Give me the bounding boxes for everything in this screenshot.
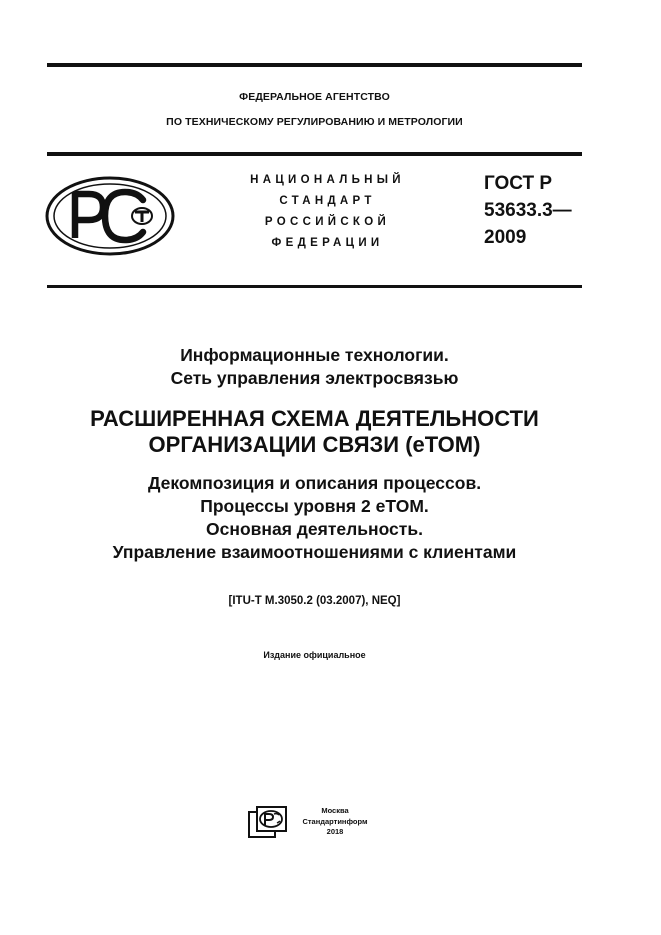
standard-type-line4: ФЕДЕРАЦИИ: [271, 237, 384, 249]
header-rule: [47, 152, 582, 156]
standard-type-line3: РОССИЙСКОЙ: [264, 216, 391, 228]
document-part-title: [47, 472, 582, 564]
publisher-city: Москва: [321, 806, 349, 815]
document-main-title: [47, 406, 582, 458]
main-title-line2: ОРГАНИЗАЦИИ СВЯЗИ (еТОМ): [148, 432, 481, 457]
agency-name-line1: ФЕДЕРАЛЬНОЕ АГЕНТСТВО: [239, 91, 390, 103]
subtitle-line1: Информационные технологии.: [180, 345, 449, 365]
subtitle-line2: Сеть управления электросвязью: [170, 368, 459, 388]
designation-line1: ГОСТ Р: [484, 173, 553, 194]
title-block-rule: [47, 285, 582, 288]
part-title-line3: Основная деятельность.: [206, 519, 423, 539]
part-title-line2: Процессы уровня 2 eTOM.: [200, 496, 429, 516]
standard-designation: [484, 170, 572, 251]
publisher-year: 2018: [326, 827, 344, 836]
part-title-line4: Управление взаимоотношениями с клиентами: [112, 542, 517, 562]
top-rule: [47, 63, 582, 67]
gost-r-certification-logo-icon: [45, 176, 175, 256]
edition-note: Издание официальное: [263, 650, 366, 660]
standard-type-line2: СТАНДАРТ: [279, 195, 376, 207]
part-title-line1: Декомпозиция и описания процессов.: [147, 473, 482, 493]
standartinform-logo-icon: [248, 806, 288, 838]
publisher-name: Стандартинформ: [302, 816, 368, 826]
designation-line2: 53633.3—: [484, 200, 572, 221]
standard-type-line1: НАЦИОНАЛЬНЫЙ: [250, 174, 405, 186]
document-subtitle: [47, 344, 582, 390]
main-title-line1: РАСШИРЕННАЯ СХЕМА ДЕЯТЕЛЬНОСТИ: [90, 406, 539, 431]
publisher-imprint: [295, 806, 375, 838]
designation-line3: 2009: [484, 227, 527, 248]
international-reference: [ITU-T M.3050.2 (03.2007), NEQ]: [228, 595, 401, 607]
agency-name-line2: ПО ТЕХНИЧЕСКОМУ РЕГУЛИРОВАНИЮ И МЕТРОЛОГИИ: [166, 116, 463, 128]
standard-type-block: [215, 170, 440, 254]
